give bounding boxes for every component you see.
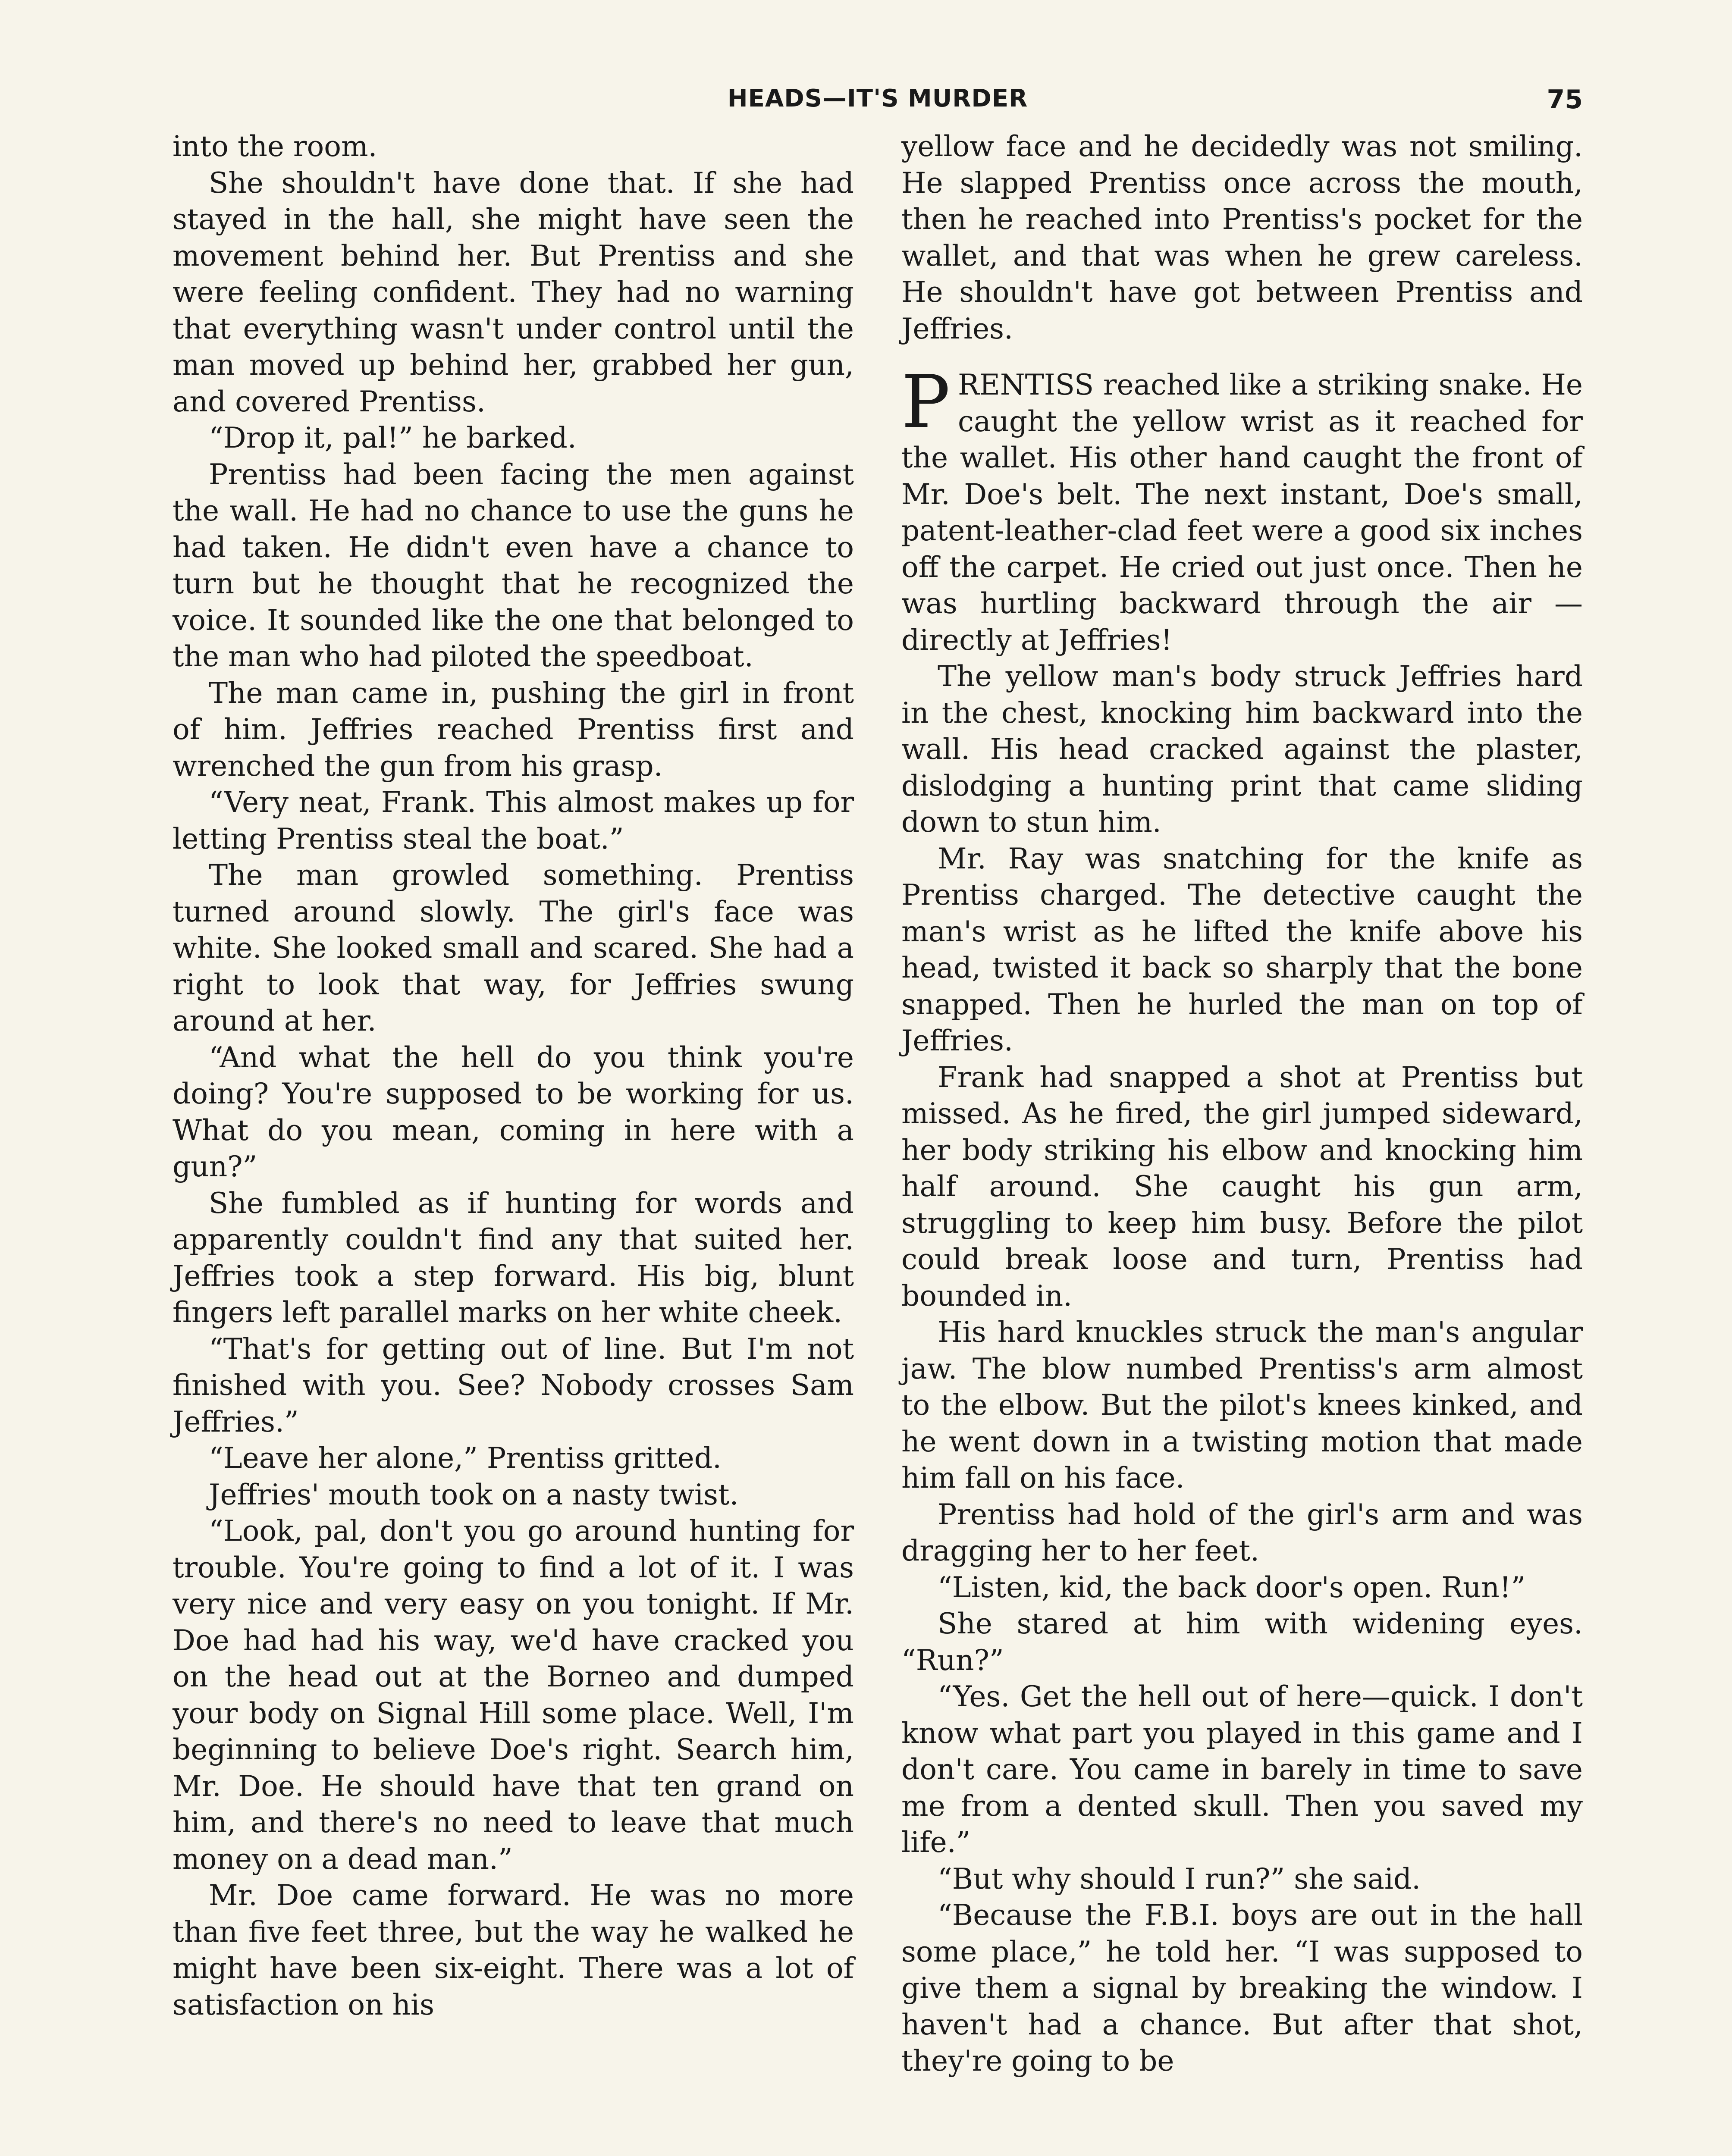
paragraph: “Look, pal, don't you go around hunting for trouble. You're going to find a lot of it. I was very nice and very easy on you tonight. If Mr. Doe had had his way, we'd have cracked you on the head out at the Borneo and dumped your body on Signal Hill some place. Well, I'm beginning to believe Doe's right. Search him, Mr. Doe. He should have that ten grand on him, and there's no need to leave that much money on a dead man.”: [173, 1514, 854, 1876]
paragraph: Mr. Ray was snatching for the knife as Prentiss charged. The detective caught the man's wrist as he lifted the knife above his head, twisted it back so sharply that the bone snapped. Then he hurled the man on top of Jeffries.: [901, 842, 1583, 1057]
paragraph: The man came in, pushing the girl in front of him. Jeffries reached Prentiss first and wrenched the gun from his grasp.: [173, 676, 854, 783]
paragraph: Prentiss had hold of the girl's arm and was dragging her to her feet.: [901, 1498, 1583, 1567]
drop-cap-paragraph: [901, 360, 1583, 658]
paragraph: “Leave her alone,” Prentiss gritted.: [209, 1442, 722, 1475]
running-title: HEADS—IT'S MURDER: [727, 85, 1028, 113]
left-column: [173, 128, 854, 2023]
drop-cap-text: RENTISS reached like a striking snake. He caught the yellow wrist as it reached for the wallet. His other hand caught the front of Mr. Doe's belt. The next instant, Doe's small, patent-leather-clad feet were a good six inches off the carpet. He cried out just once. Then he was hurtling backward through the air —directly at Jeffries!: [901, 368, 1583, 657]
drop-cap: P: [901, 360, 951, 444]
paragraph: The man growled something. Prentiss turned around slowly. The girl's face was white. She looked small and scared. She had a right to look that way, for Jeffries swung around at her.: [173, 859, 854, 1037]
paragraph: Prentiss had been facing the men against the wall. He had no chance to use the guns he had taken. He didn't even have a chance to turn but he thought that he recognized the voice. It sounded like the one that belonged to the man who had piloted the speedboat.: [173, 458, 854, 673]
paragraph: “Because the F.B.I. boys are out in the hall some place,” he told her. “I was supposed to give them a signal by breaking the window. I haven't had a chance. But after that shot, they're going to be: [901, 1899, 1583, 2078]
paragraph: Mr. Doe came forward. He was no more than five feet three, but the way he walked he might have been six-eight. There was a lot of satisfaction on his: [173, 1879, 854, 2021]
paragraph: “And what the hell do you think you're doing? You're supposed to be working for us. What do you mean, coming in here with a gun?”: [173, 1040, 854, 1183]
paragraph: Frank had snapped a shot at Prentiss but missed. As he fired, the girl jumped sideward, her body striking his elbow and knocking him half around. She caught his gun arm, struggling to keep him busy. Before the pilot could break loose and turn, Prentiss had bounded in.: [901, 1060, 1583, 1313]
right-column: [901, 128, 1583, 2080]
paragraph: into the room.: [173, 130, 377, 163]
paragraph: She stared at him with widening eyes. “Run?”: [901, 1607, 1583, 1677]
paragraph: yellow face and he decidedly was not smiling. He slapped Prentiss once across the mouth, then he reached into Prentiss's pocket for the wallet, and that was when he grew careless. He shouldn't have got between Prentiss and Jeffries.: [901, 130, 1583, 345]
paragraph: “But why should I run?” she said.: [938, 1862, 1421, 1896]
paragraph: His hard knuckles struck the man's angular jaw. The blow numbed Prentiss's arm almost to the elbow. But the pilot's knees kinked, and he went down in a twisting motion that made him fall on his face.: [901, 1316, 1583, 1495]
paragraph: “Yes. Get the hell out of here—quick. I don't know what part you played in this game and I don't care. You came in barely in time to save me from a dented skull. Then you saved my life.”: [901, 1680, 1583, 1859]
paragraph: “Very neat, Frank. This almost makes up for letting Prentiss steal the boat.”: [173, 786, 854, 856]
paragraph: “Listen, kid, the back door's open. Run!”: [938, 1570, 1526, 1604]
paragraph: Jeffries' mouth took on a nasty twist.: [209, 1478, 739, 1511]
running-header: [173, 85, 1583, 119]
paragraph: “Drop it, pal!” he barked.: [209, 421, 577, 454]
page-number: 75: [1547, 85, 1583, 115]
paragraph: “That's for getting out of line. But I'm not finished with you. See? Nobody crosses Sam Jeffries.”: [173, 1332, 854, 1438]
paragraph: She fumbled as if hunting for words and apparently couldn't find any that suited her. Jeffries took a step forward. His big, blunt fingers left parallel marks on her white cheek.: [173, 1186, 854, 1329]
paragraph: She shouldn't have done that. If she had stayed in the hall, she might have seen the movement behind her. But Prentiss and she were feeling confident. They had no warning that everything wasn't under control until the man moved up behind her, grabbed her gun, and covered Prentiss.: [173, 166, 854, 418]
paragraph: The yellow man's body struck Jeffries hard in the chest, knocking him backward into the wall. His head cracked against the plaster, dislodging a hunting print that came sliding down to stun him.: [901, 660, 1583, 839]
